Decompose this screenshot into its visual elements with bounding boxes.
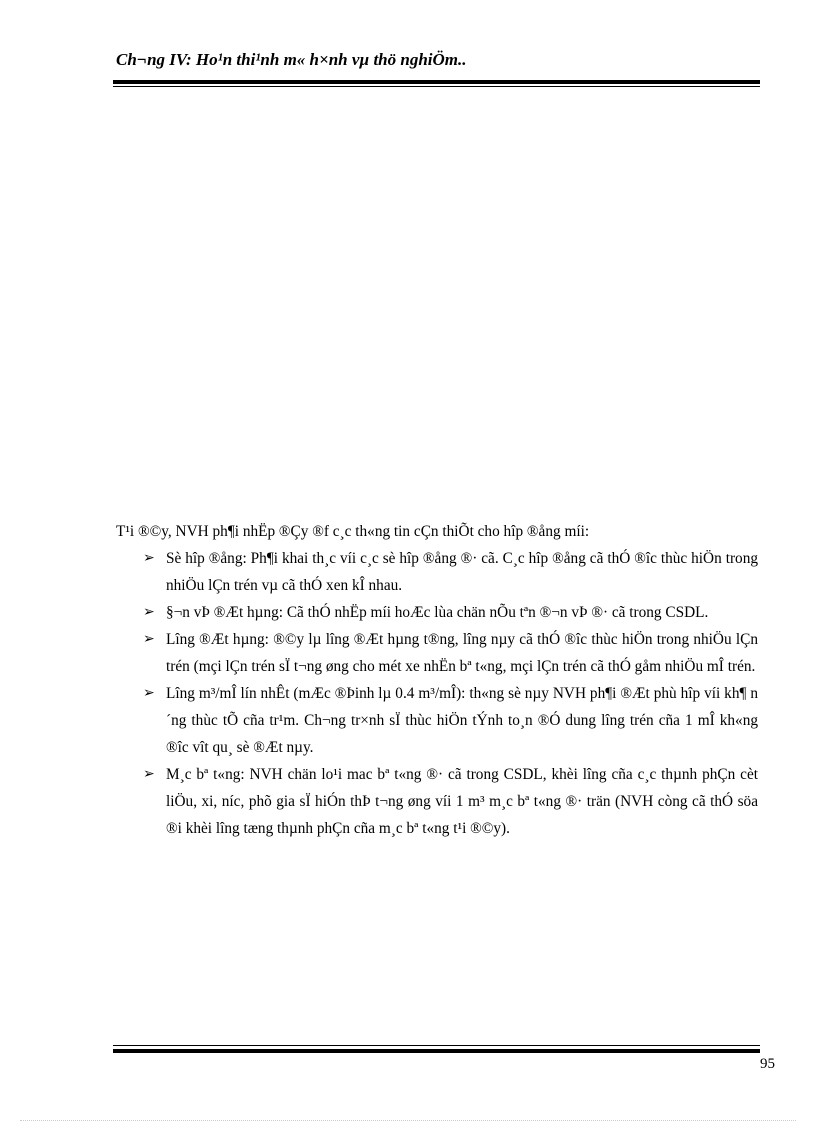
intro-paragraph: T¹i ®©y, NVH ph¶i nhËp ®Çy ®f c¸c th«ng tin cÇn thiÕt cho hîp ®ång míi:: [116, 523, 590, 540]
bottom-dotted-border: [20, 1120, 796, 1121]
bullet-list: [116, 545, 758, 842]
page-number: 95: [760, 1056, 775, 1072]
header-divider-thick: [113, 80, 760, 84]
arrow-bullet-icon: ➢: [143, 605, 155, 620]
list-item-text: Lîng m³/mÎ lín nhÊt (mÆc ®Þinh lµ 0.4 m³/mÎ): th«ng sè nµy NVH ph¶i ®Æt phù hîp víi kh¶ n´ng thùc tÕ cña tr¹m. Ch¬ng tr×nh sÏ thùc hiÖn tÝnh to¸n ®Ó dung lîng trén cña 1 mÎ kh«ng ®îc vît qu¸ sè ®Æt nµy.: [166, 685, 758, 756]
arrow-bullet-icon: ➢: [143, 632, 155, 647]
page-header-title: Ch¬ng IV: Ho¹n thi¹nh m« h×nh vµ thö nghiÖm..: [116, 50, 467, 69]
list-item: [116, 626, 758, 680]
footer-divider-thin: [113, 1045, 760, 1046]
list-item: [116, 545, 758, 599]
footer-divider-thick: [113, 1049, 760, 1053]
list-item-text: §¬n vÞ ®Æt hµng: Cã thÓ nhËp míi hoÆc lùa chän nÕu tªn ®¬n vÞ ®· cã trong CSDL.: [166, 604, 709, 621]
list-item-text: Sè hîp ®ång: Ph¶i khai th¸c víi c¸c sè hîp ®ång ®· cã. C¸c hîp ®ång cã thÓ ®îc thùc hiÖn trong nhiÖu lÇn trén vµ cã thÓ xen kÎ nhau.: [166, 550, 758, 594]
list-item: [116, 599, 758, 626]
list-item: [116, 680, 758, 761]
arrow-bullet-icon: ➢: [143, 551, 155, 566]
header-divider-thin: [113, 86, 760, 87]
arrow-bullet-icon: ➢: [143, 767, 155, 782]
list-item-text: M¸c bª t«ng: NVH chän lo¹i mac bª t«ng ®· cã trong CSDL, khèi lîng cña c¸c thµnh phÇn cèt liÖu, xi, níc, phõ gia sÏ hiÓn thÞ t¬ng øng víi 1 m³ m¸c bª t«ng ®· trän (NVH còng cã thÓ söa ®i khèi lîng tæng thµnh phÇn cña m¸c bª t«ng t¹i ®©y).: [166, 766, 758, 837]
list-item: [116, 761, 758, 842]
list-item-text: Lîng ®Æt hµng: ®©y lµ lîng ®Æt hµng t®ng, lîng nµy cã thÓ ®îc thùc hiÖn trong nhiÖu lÇn trén (mçi lÇn trén sÏ t¬ng øng cho mét xe nhËn bª t«ng, mçi lÇn trén cã thÓ gåm nhiÖu mÎ trén.: [166, 631, 758, 675]
body-text: [116, 518, 758, 842]
arrow-bullet-icon: ➢: [143, 686, 155, 701]
